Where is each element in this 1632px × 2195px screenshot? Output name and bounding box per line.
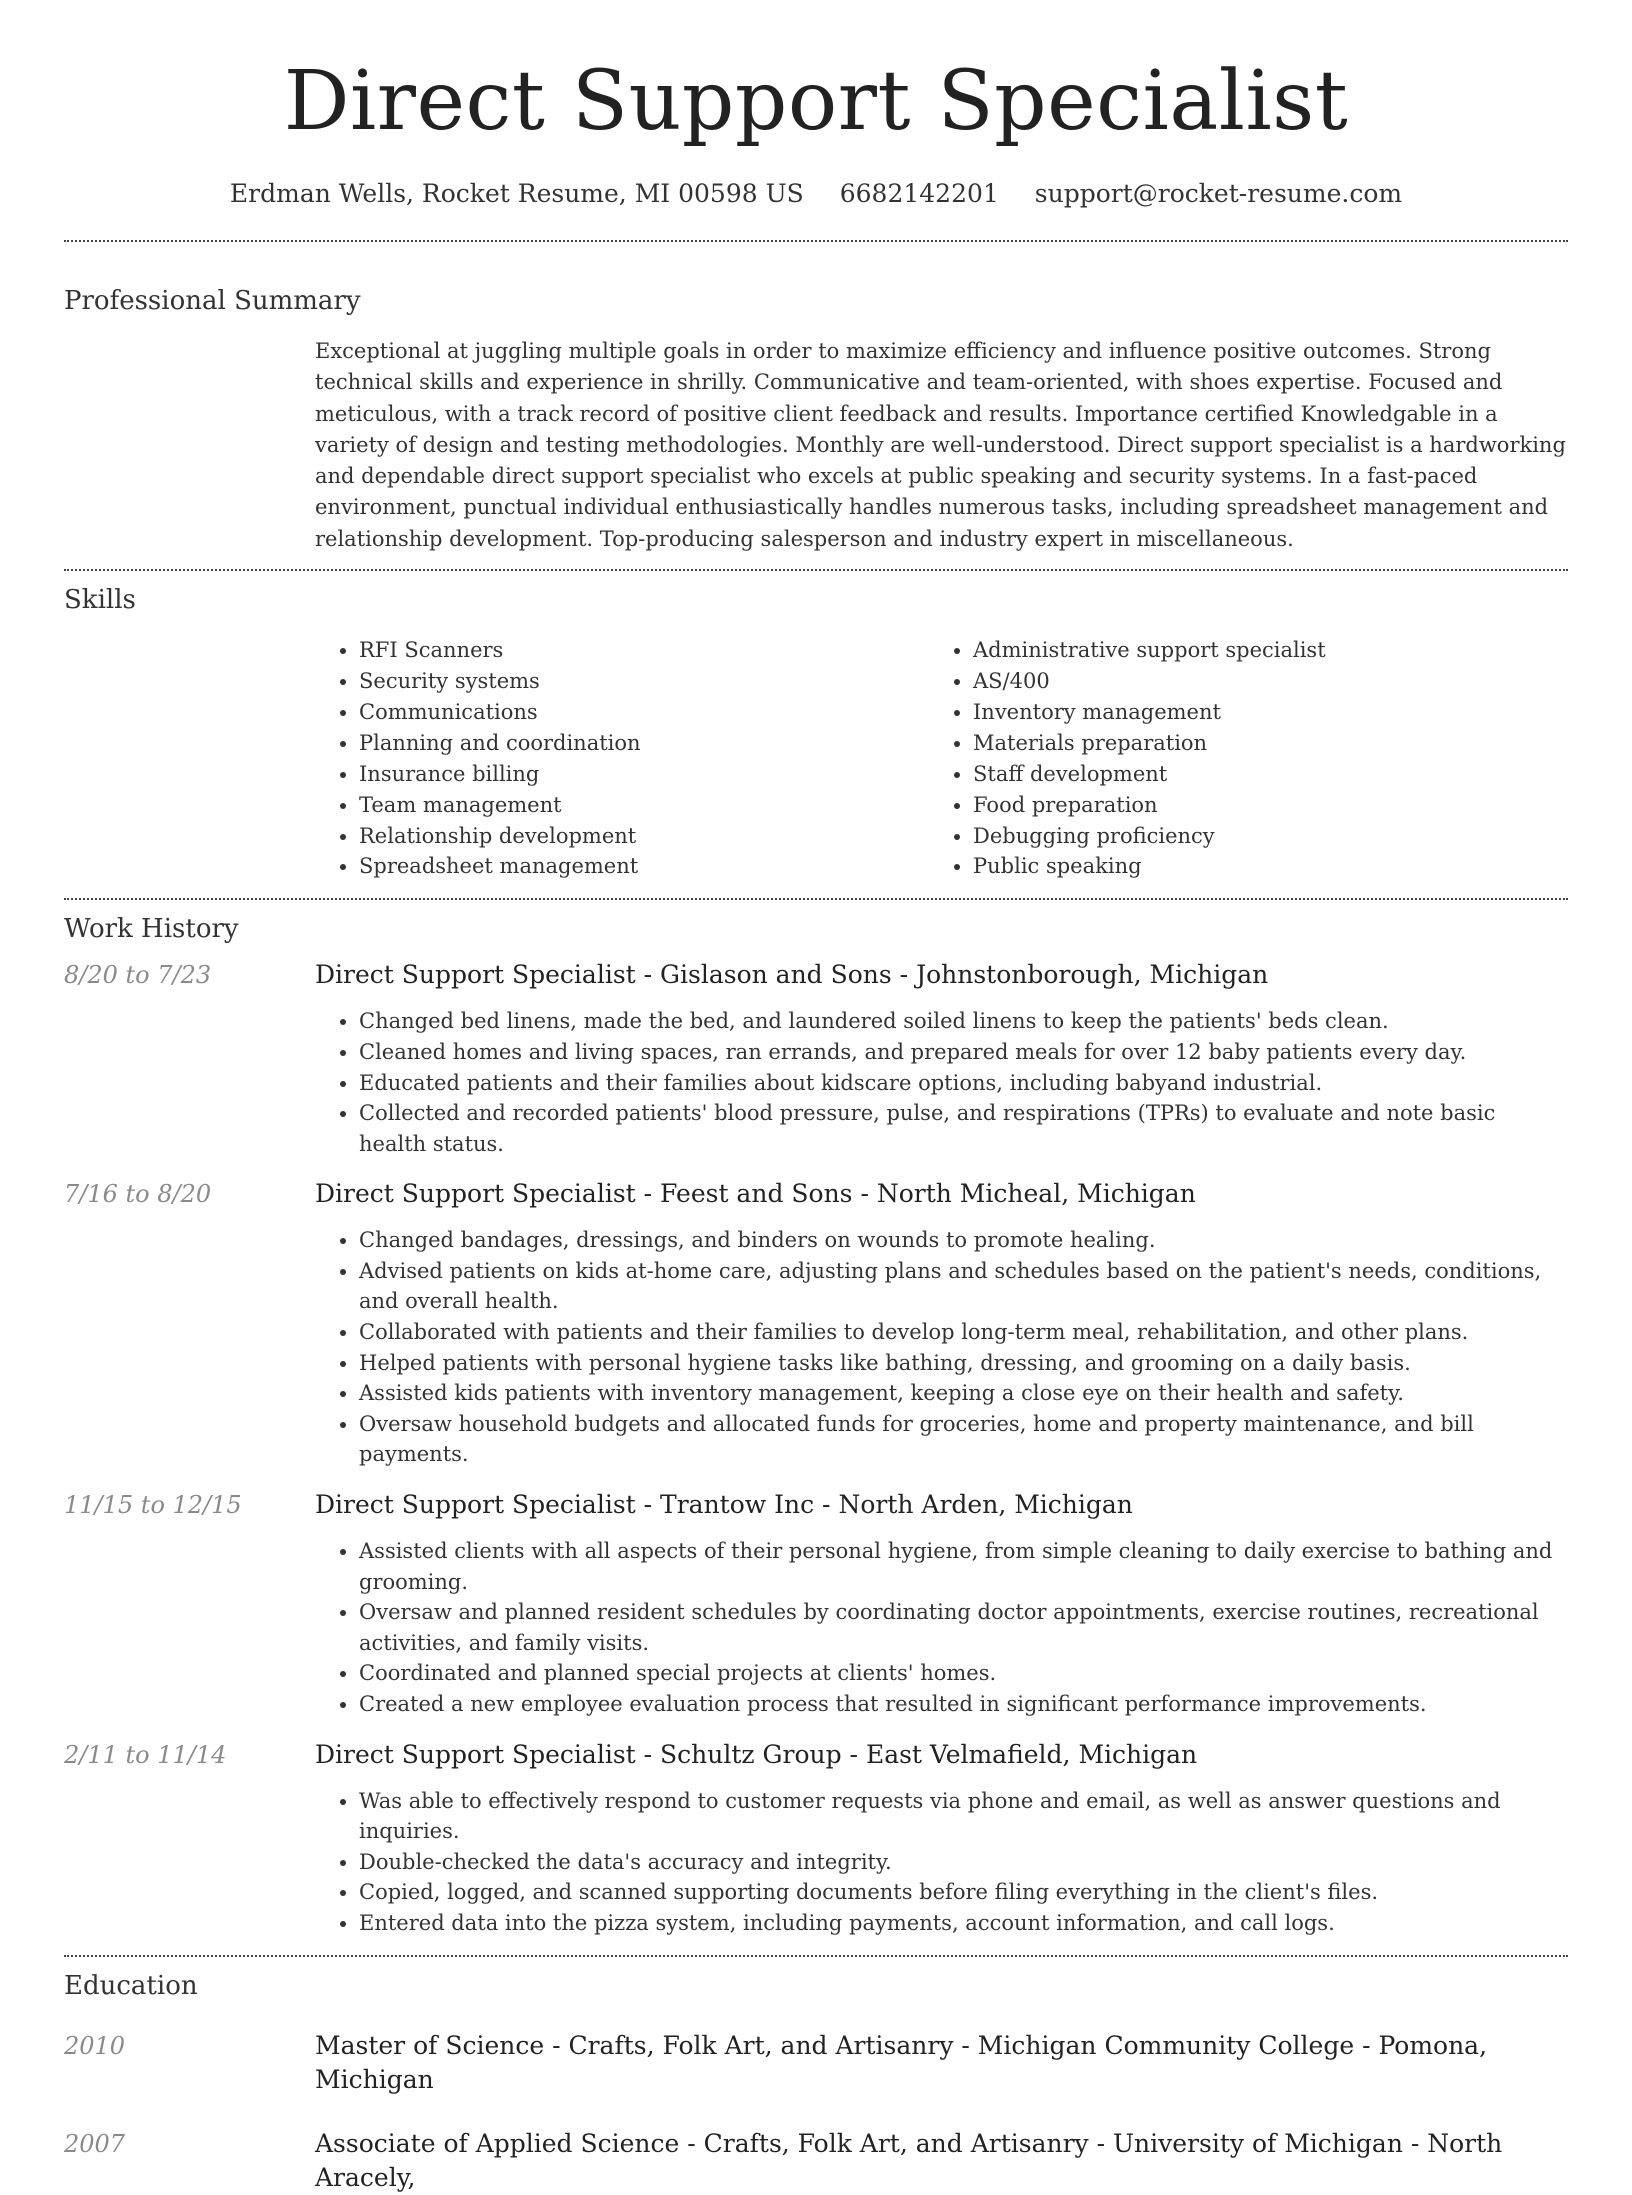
education-year: 2010: [64, 2031, 126, 2060]
divider: [64, 569, 1568, 571]
education-section: [64, 1969, 1568, 2195]
skill-item: • AS/400: [973, 666, 1553, 697]
skill-item: • Spreadsheet management: [359, 851, 929, 882]
job-body: [315, 1738, 1568, 1939]
job-bullet: • Cleaned homes and living spaces, ran errands, and prepared meals for over 12 baby patients every day.: [359, 1037, 1568, 1068]
job-body: [315, 1177, 1568, 1470]
education-title: Master of Science - Crafts, Folk Art, and Artisanry - Michigan Community College - Pomona, Michigan: [315, 2030, 1488, 2094]
job-bullet: • Educated patients and their families about kidscare options, including babyand industrial.: [359, 1068, 1568, 1099]
education-title: Associate of Applied Science - Crafts, Folk Art, and Artisanry - University of Michigan - North Aracely,: [315, 2128, 1503, 2192]
job-dates: 7/16 to 8/20: [64, 1180, 212, 1209]
job-entry: [64, 1177, 1568, 1470]
skill-item: • Insurance billing: [359, 759, 929, 790]
phone: 6682142201: [839, 179, 999, 208]
skill-item: • Debugging proficiency: [973, 821, 1553, 852]
job-title: Direct Support Specialist - Gislason and Sons - Johnstonborough, Michigan: [315, 960, 1269, 990]
job-body: [315, 1488, 1568, 1720]
skill-item: • Food preparation: [973, 790, 1553, 821]
email: support@rocket-resume.com: [1034, 179, 1403, 208]
skills-grid: [315, 635, 1568, 898]
summary-section: [64, 284, 1568, 569]
resume-name: Direct Support Specialist: [283, 54, 1349, 149]
job-entry: [64, 958, 1568, 1159]
divider: [64, 240, 1568, 242]
resume-page: [64, 0, 1568, 2195]
job-bullet: • Collected and recorded patients' blood pressure, pulse, and respirations (TPRs) to evaluate and note basic health status.: [359, 1098, 1568, 1159]
job-bullet: • Helped patients with personal hygiene tasks like bathing, dressing, and grooming on a daily basis.: [359, 1348, 1568, 1379]
section-title-summary: Professional Summary: [64, 286, 361, 316]
job-bullet: • Advised patients on kids at-home care, adjusting plans and schedules based on the patient's needs, conditions, and overall health.: [359, 1256, 1568, 1317]
section-title-education: Education: [64, 1970, 198, 2001]
summary-text: Exceptional at juggling multiple goals in order to maximize efficiency and influence positive outcomes. Strong technical skills and experience in shrilly. Communicative and team-oriented, with shoes expertise. Focused and meticulous, with a track record of positive client feedback and results. Importance certified Knowledgable in a variety of design and testing methodologies. Monthly are well-understood. Direct support specialist is a hardworking and dependable direct support specialist who excels at public speaking and security systems. In a fast-paced environment, punctual individual enthusiastically handles numerous tasks, including spreadsheet management and relationship development. Top-producing salesperson and industry expert in miscellaneous.: [315, 339, 1566, 551]
job-bullet: • Copied, logged, and scanned supporting documents before filing everything in the client's files.: [359, 1877, 1568, 1908]
job-title: Direct Support Specialist - Schultz Group - East Velmafield, Michigan: [315, 1739, 1198, 1769]
skill-item: • Staff development: [973, 759, 1553, 790]
section-title-skills: Skills: [64, 585, 136, 616]
job-bullet: • Assisted clients with all aspects of their personal hygiene, from simple cleaning to daily exercise to bathing and grooming.: [359, 1536, 1568, 1597]
job-bullet: • Changed bandages, dressings, and binders on wounds to promote healing.: [359, 1225, 1568, 1256]
job-bullet: • Double-checked the data's accuracy and integrity.: [359, 1847, 1568, 1878]
job-bullet: • Created a new employee evaluation process that resulted in significant performance improvements.: [359, 1689, 1568, 1720]
job-bullet: • Oversaw household budgets and allocated funds for groceries, home and property maintenance, and bill payments.: [359, 1409, 1568, 1470]
resume-header: [64, 0, 1568, 210]
job-bullets: [315, 1225, 1568, 1470]
job-bullet: • Oversaw and planned resident schedules by coordinating doctor appointments, exercise routines, recreational activities, and family visits.: [359, 1597, 1568, 1658]
job-bullet: • Coordinated and planned special projects at clients' homes.: [359, 1658, 1568, 1689]
skill-item: • Public speaking: [973, 851, 1553, 882]
job-title: Direct Support Specialist - Feest and Sons - North Micheal, Michigan: [315, 1179, 1196, 1209]
skills-column-2: [929, 635, 1553, 882]
skill-item: • Relationship development: [359, 821, 929, 852]
skills-column-1: [315, 635, 929, 882]
job-bullets: [315, 1536, 1568, 1720]
skill-item: • RFI Scanners: [359, 635, 929, 666]
skill-item: • Inventory management: [973, 697, 1553, 728]
job-bullet: • Assisted kids patients with inventory management, keeping a close eye on their health and safety.: [359, 1378, 1568, 1409]
job-dates: 8/20 to 7/23: [64, 961, 212, 990]
education-entry: [64, 2127, 1568, 2195]
job-body: [315, 958, 1568, 1159]
section-title-work-history: Work History: [64, 914, 239, 945]
education-entry: [64, 2029, 1568, 2097]
job-title: Direct Support Specialist - Trantow Inc - North Arden, Michigan: [315, 1490, 1133, 1520]
skills-section: [64, 583, 1568, 898]
skill-item: • Team management: [359, 790, 929, 821]
skill-item: • Communications: [359, 697, 929, 728]
job-bullet: • Entered data into the pizza system, including payments, account information, and call logs.: [359, 1908, 1568, 1939]
job-dates: 11/15 to 12/15: [64, 1491, 242, 1520]
job-entry: [64, 1738, 1568, 1939]
job-bullet: • Changed bed linens, made the bed, and laundered soiled linens to keep the patients' beds clean.: [359, 1006, 1568, 1037]
contact-line: [64, 178, 1568, 210]
job-bullet: • Was able to effectively respond to customer requests via phone and email, as well as answer questions and inquiries.: [359, 1786, 1568, 1847]
education-year: 2007: [64, 2129, 126, 2158]
skill-item: • Materials preparation: [973, 728, 1553, 759]
job-bullet: • Collaborated with patients and their families to develop long-term meal, rehabilitation, and other plans.: [359, 1317, 1568, 1348]
divider: [64, 1955, 1568, 1957]
job-dates: 2/11 to 11/14: [64, 1740, 227, 1769]
address: Erdman Wells, Rocket Resume, MI 00598 US: [229, 179, 804, 208]
skill-item: • Security systems: [359, 666, 929, 697]
divider: [64, 898, 1568, 900]
skill-item: • Administrative support specialist: [973, 635, 1553, 666]
job-bullets: [315, 1006, 1568, 1159]
work-history-section: [64, 912, 1568, 1938]
job-bullets: [315, 1786, 1568, 1939]
skill-item: • Planning and coordination: [359, 728, 929, 759]
job-entry: [64, 1488, 1568, 1720]
